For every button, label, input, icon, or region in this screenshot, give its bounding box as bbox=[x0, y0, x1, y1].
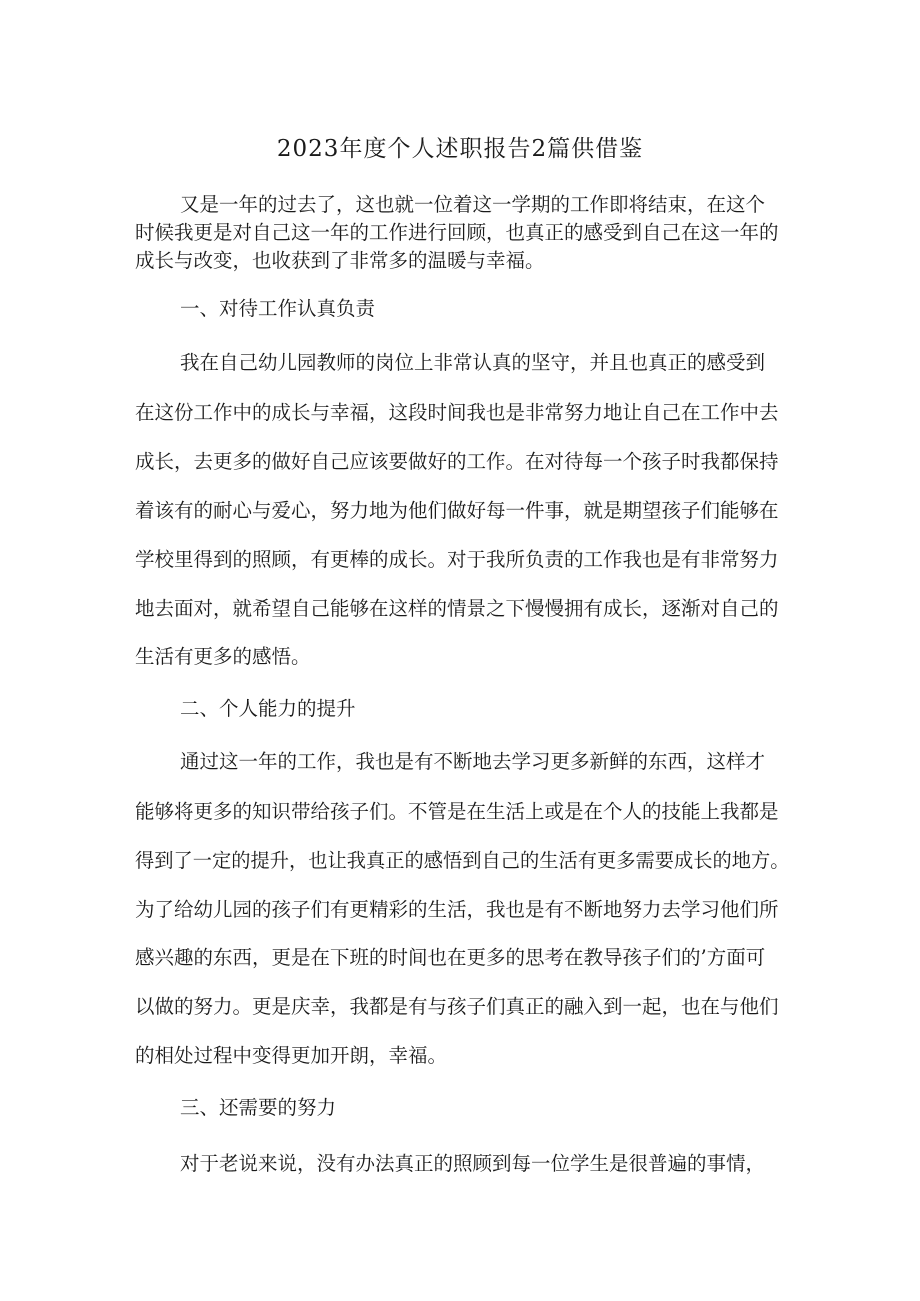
section-1-heading: 一、对待工作认真负责 bbox=[180, 297, 376, 320]
section-2-line-4: 为了给幼儿园的孩子们有更精彩的生活，我也是有不断地努力去学习他们所 bbox=[135, 898, 779, 921]
document-title: 2023年度个人述职报告2篇供借鉴 bbox=[276, 136, 644, 162]
intro-line-1: 又是一年的过去了，这也就一位着这一学期的工作即将结束，在这个 bbox=[180, 193, 766, 216]
section-1-line-2: 在这份工作中的成长与幸福，这段时间我也是非常努力地让自己在工作中去 bbox=[135, 401, 779, 424]
section-1-line-6: 地去面对，就希望自己能够在这样的情景之下慢慢拥有成长，逐渐对自己的 bbox=[135, 597, 779, 620]
intro-line-2: 时候我更是对自己这一年的工作进行回顾，也真正的感受到自己在这一年的 bbox=[135, 221, 779, 244]
section-1-line-5: 学校里得到的照顾，有更棒的成长。对于我所负责的工作我也是有非常努力 bbox=[135, 548, 779, 571]
section-2-line-5: 感兴趣的东西，更是在下班的时间也在更多的思考在教导孩子们的’方面可 bbox=[135, 946, 766, 969]
section-2-heading: 二、个人能力的提升 bbox=[180, 697, 356, 720]
section-2-line-6: 以做的努力。更是庆幸，我都是有与孩子们真正的融入到一起，也在与他们 bbox=[135, 995, 779, 1018]
section-2-line-3: 得到了一定的提升，也让我真正的感悟到自己的生活有更多需要成长的地方。 bbox=[135, 849, 790, 872]
section-3-line-1: 对于老说来说，没有办法真正的照顾到每一位学生是很普遍的事情， bbox=[180, 1152, 766, 1175]
section-2-line-2: 能够将更多的知识带给孩子们。不管是在生活上或是在个人的技能上我都是 bbox=[135, 800, 779, 823]
intro-line-3: 成长与改变，也收获到了非常多的温暖与幸福。 bbox=[135, 249, 545, 272]
section-2-line-1: 通过这一年的工作，我也是有不断地去学习更多新鲜的东西，这样才 bbox=[180, 750, 766, 773]
section-1-line-1: 我在自己幼儿园教师的岗位上非常认真的坚守，并且也真正的感受到 bbox=[180, 351, 766, 374]
section-1-line-3: 成长，去更多的做好自己应该要做好的工作。在对待每一个孩子时我都保持 bbox=[135, 450, 779, 473]
section-2-line-7: 的相处过程中变得更加开朗，幸福。 bbox=[135, 1044, 448, 1067]
section-1-line-4: 着该有的耐心与爱心，努力地为他们做好每一件事，就是期望孩子们能够在 bbox=[135, 499, 779, 522]
section-1-line-7: 生活有更多的感悟。 bbox=[135, 645, 311, 668]
section-3-heading: 三、还需要的努力 bbox=[180, 1096, 337, 1119]
